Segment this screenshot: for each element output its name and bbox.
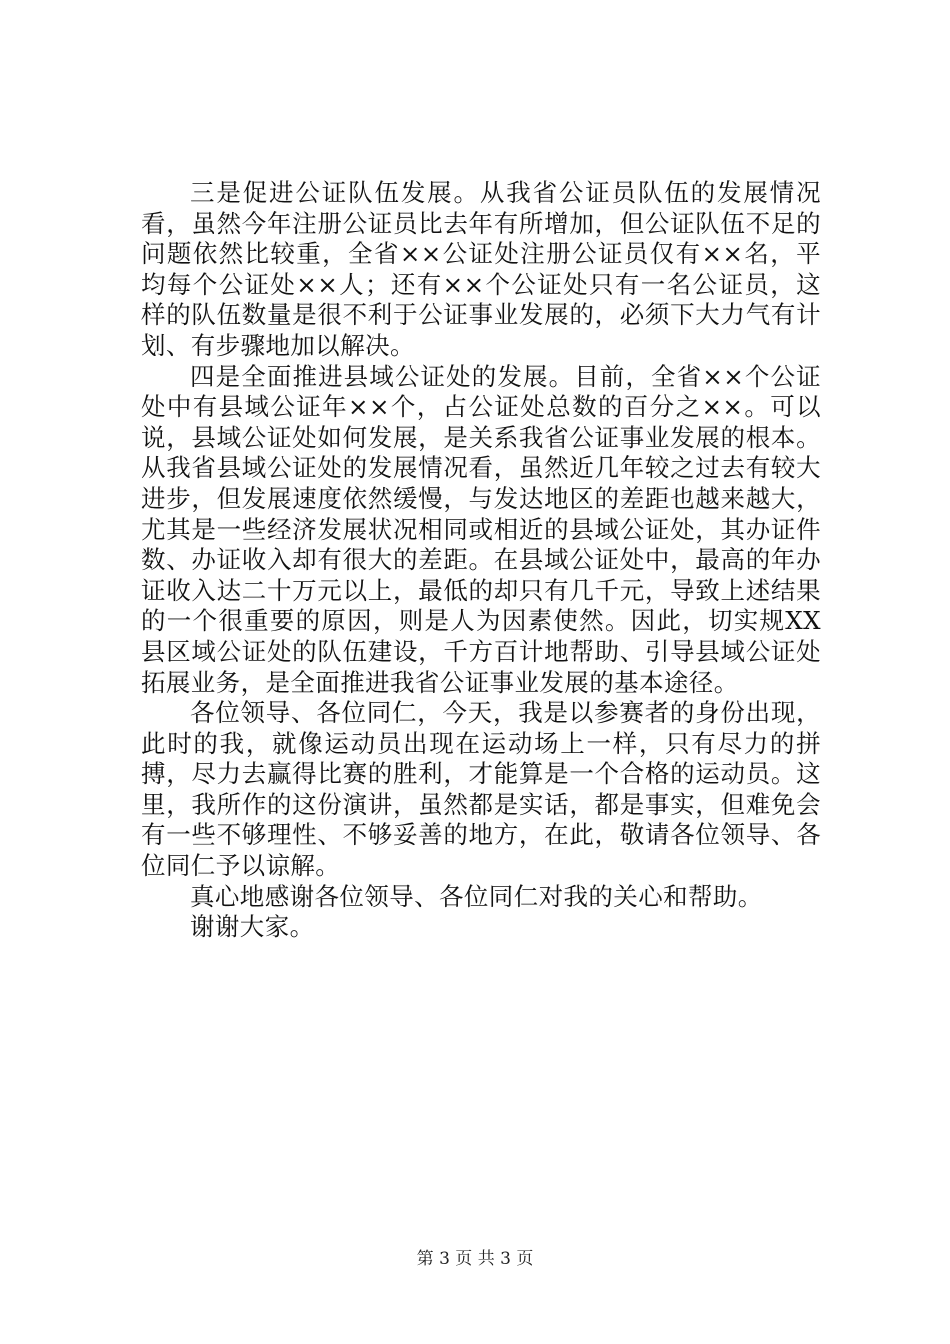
paragraph-team-development: 三是促进公证队伍发展。从我省公证员队伍的发展情况看，虽然今年注册公证员比去年有所增加，但公证队伍不足的问题依然比较重，全省××公证处注册公证员仅有××名，平均每个公证处××人；还有××个公证处只有一名公证员，这样的队伍数量是很不利于公证事业发展的，必须下大力气有计划、有步骤地加以解决。 xyxy=(141,178,821,360)
document-body xyxy=(141,178,821,943)
paragraph-thanks: 真心地感谢各位领导、各位同仁对我的关心和帮助。 xyxy=(190,881,763,911)
paragraph-closing-remarks: 各位领导、各位同仁，今天，我是以参赛者的身份出现，此时的我，就像运动员出现在运动场上一样，只有尽力的拼搏，尽力去赢得比赛的胜利，才能算是一个合格的运动员。这里，我所作的这份演讲，虽然都是实话，都是事实，但难免会有一些不够理性、不够妥善的地方，在此，敬请各位领导、各位同仁予以谅解。 xyxy=(141,698,821,881)
paragraph-thank-you-all: 谢谢大家。 xyxy=(190,912,315,942)
page-number-footer: 第 3 页 共 3 页 xyxy=(416,1249,534,1269)
paragraph-county-notary: 四是全面推进县域公证处的发展。目前，全省××个公证处中有县域公证年××个，占公证处总数的百分之××。可以说，县域公证处如何发展，是关系我省公证事业发展的根本。从我省县域公证处的发展情况看，虽然近几年较之过去有较大进步，但发展速度依然缓慢，与发达地区的差距也越来越大，尤其是一些经济发展状况相同或相近的县域公证处，其办证件数、办证收入却有很大的差距。在县域公证处中，最高的年办证收入达二十万元以上，最低的却只有几千元，导致上述结果的一个很重要的原因，则是人为因素使然。因此，切实规XX县区域公证处的队伍建设，千方百计地帮助、引导县域公证处拓展业务，是全面推进我省公证事业发展的基本途径。 xyxy=(141,361,821,697)
